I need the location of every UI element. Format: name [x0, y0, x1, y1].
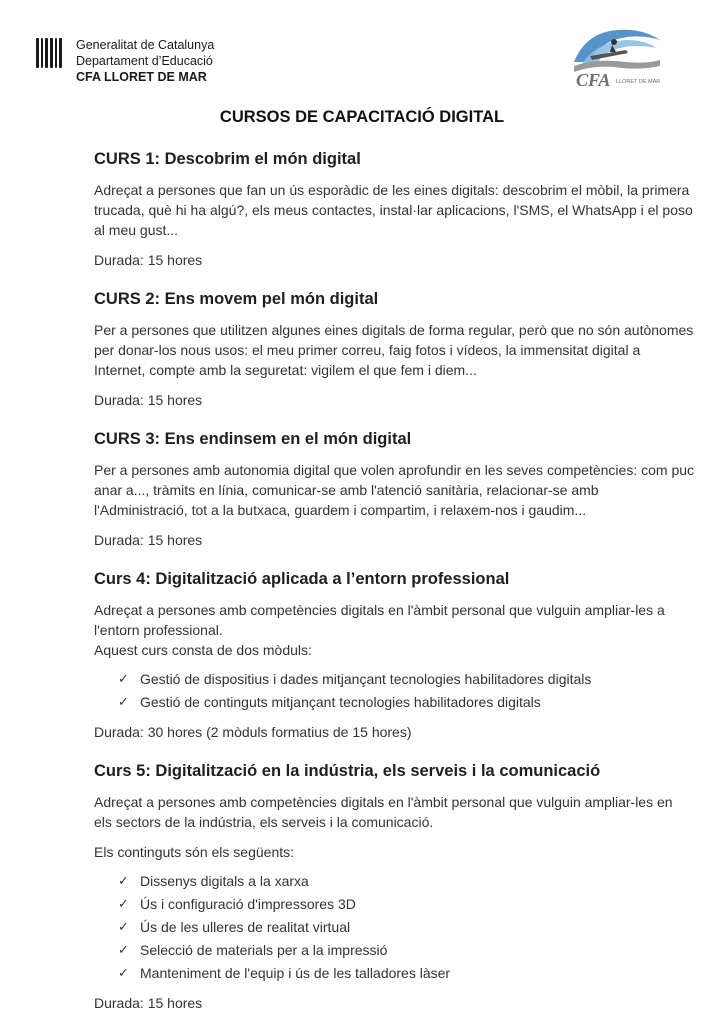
cfa-logo-subtitle: LLORET DE MAR — [616, 79, 661, 85]
department-name: Departament d’Educació — [76, 54, 213, 68]
course-duration: Durada: 15 hores — [94, 252, 203, 268]
course-heading: CURS 2: Ens movem pel món digital — [94, 290, 379, 308]
course-intro: Els continguts són els següents: — [94, 844, 295, 860]
course-heading: Curs 5: Digitalització en la indústria, els serveis i la comunicació — [94, 762, 601, 780]
institution-name: Generalitat de Catalunya — [76, 38, 215, 52]
course-section — [94, 288, 694, 410]
course-section — [94, 428, 694, 550]
course-section — [94, 760, 694, 1013]
list-item: ✓ Gestió de dispositius i dades mitjançant tecnologies habilitadores digitals — [118, 668, 694, 691]
course-heading: CURS 1: Descobrim el món digital — [94, 150, 361, 168]
list-item: ✓ Ús i configuració d'impressores 3D — [118, 893, 694, 916]
content-list — [94, 870, 694, 985]
institution-block — [76, 37, 214, 85]
list-item: ✓ Ús de les ulleres de realitat virtual — [118, 916, 694, 939]
cfa-lloret-logo-icon — [556, 22, 668, 92]
page-title: CURSOS DE CAPACITACIÓ DIGITAL — [219, 108, 505, 126]
course-section — [94, 148, 694, 270]
list-item: ✓ Dissenys digitals a la xarxa — [118, 870, 694, 893]
cfa-logo-letters: CFA — [576, 70, 611, 90]
course-intro: Aquest curs consta de dos mòduls: — [94, 642, 312, 658]
course-list — [94, 148, 694, 1031]
generalitat-bars-icon — [36, 38, 62, 68]
course-heading: CURS 3: Ens endinsem en el món digital — [94, 430, 412, 448]
course-description: Adreçat a persones que fan un ús esporàdic de les eines digitals: descobrim el mòbil, la primera trucada, què hi ha algú?, els meus contactes, instal·lar aplicacions, l'SMS, el WhatsApp i el poso al meu gust... — [94, 182, 693, 238]
module-list — [94, 668, 694, 714]
list-item: ✓ Selecció de materials per a la impressió — [118, 939, 694, 962]
course-description: Adreçat a persones amb competències digitals en l'àmbit personal que vulguin ampliar-les a l'entorn professional. — [94, 602, 665, 638]
course-duration: Durada: 15 hores — [94, 532, 203, 548]
course-section — [94, 568, 694, 742]
course-description: Per a persones amb autonomia digital que volen aprofundir en les seves competències: com puc anar a..., tràmits en línia, comunicar-se amb l'atenció sanitària, relacionar-se amb l'Administració, tot a la butxaca, guardem i compartim, i relaxem-nos i gaudim... — [94, 462, 695, 518]
course-heading: Curs 4: Digitalització aplicada a l’entorn professional — [94, 570, 510, 588]
course-duration: Durada: 15 hores — [94, 995, 203, 1011]
course-description: Per a persones que utilitzen algunes eines digitals de forma regular, però que no són autònomes per donar-los nous usos: el meu primer correu, faig fotos i vídeos, la immensitat digital a Internet, compte amb la seguretat: vigilem el que fem i diem... — [94, 322, 694, 378]
course-description: Adreçat a persones amb competències digitals en l'àmbit personal que vulguin ampliar-les en els sectors de la indústria, els serveis i la comunicació. — [94, 794, 673, 830]
list-item: ✓ Gestió de continguts mitjançant tecnologies habilitadores digitals — [118, 691, 694, 714]
center-name: CFA LLORET DE MAR — [76, 70, 207, 84]
list-item: ✓ Manteniment de l'equip i ús de les talladores làser — [118, 962, 694, 985]
course-duration: Durada: 30 hores (2 mòduls formatius de 15 hores) — [94, 724, 412, 740]
course-duration: Durada: 15 hores — [94, 392, 203, 408]
